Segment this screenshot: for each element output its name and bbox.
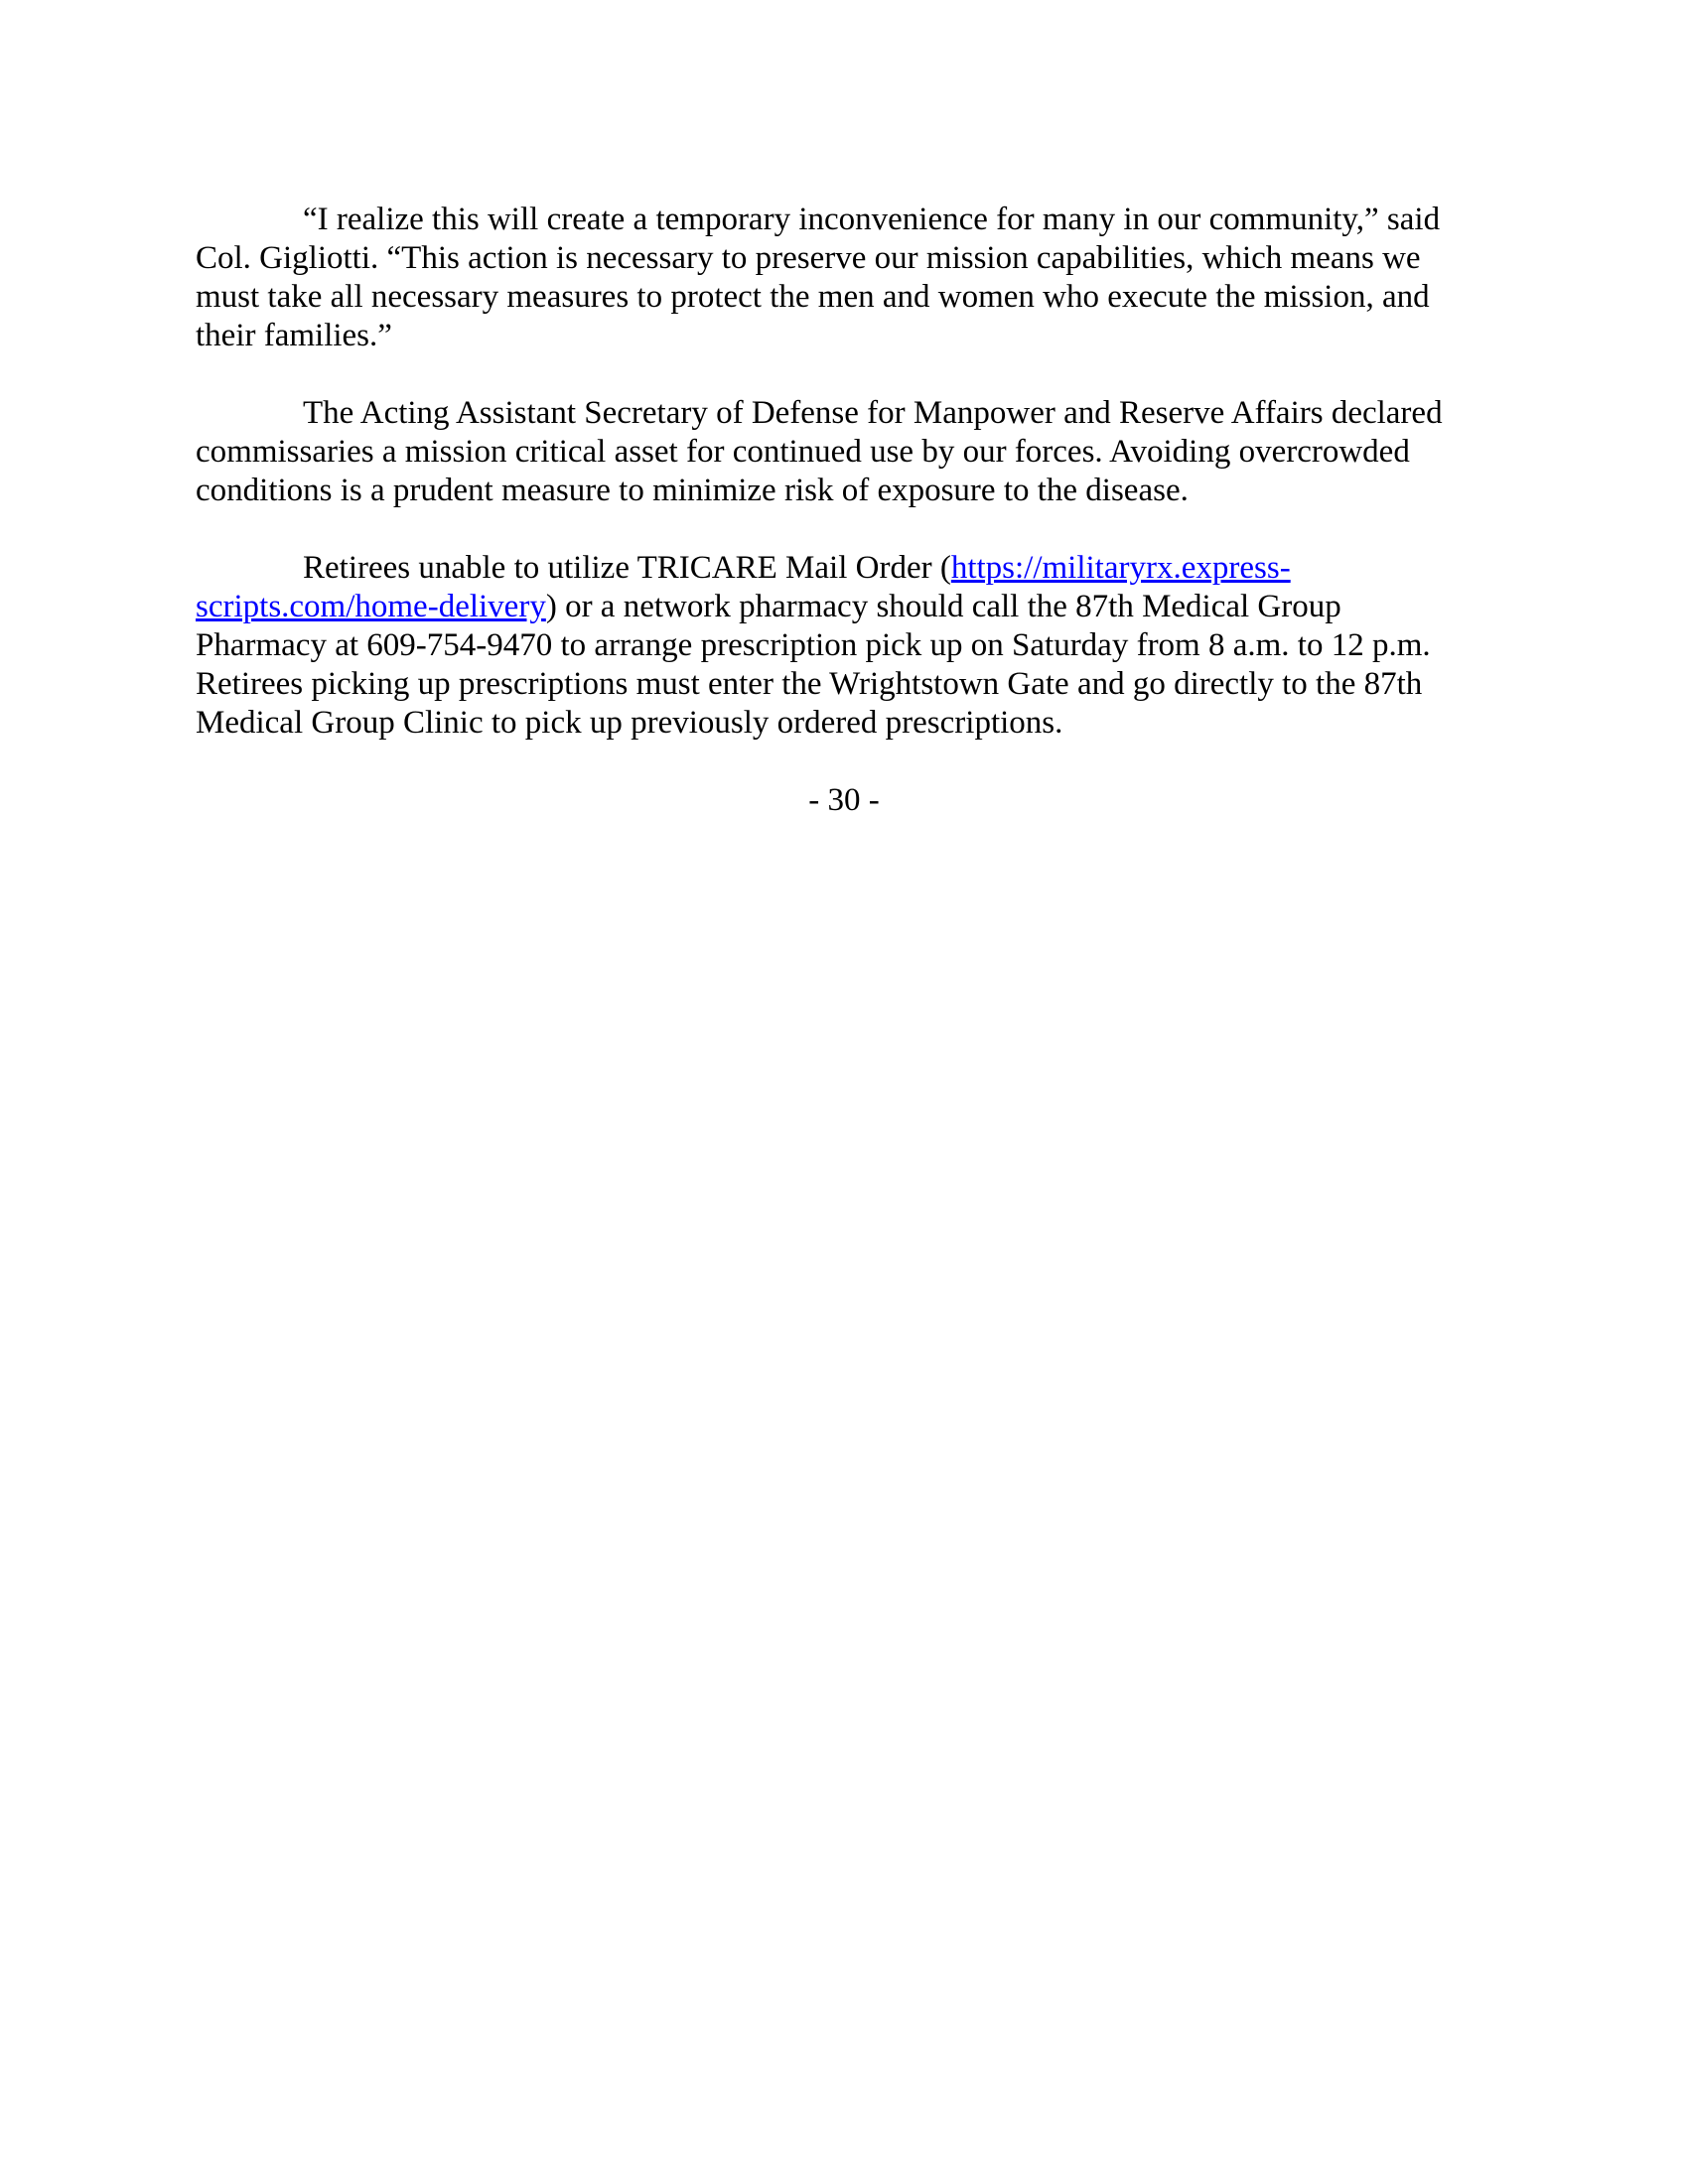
text-line: conditions is a prudent measure to minimize risk of exposure to the disease. [196,473,1189,508]
text-line: Pharmacy at 609-754-9470 to arrange prescription pick up on Saturday from 8 a.m. to 12 p.m. [196,627,1431,663]
paragraph-pharmacy [196,549,1492,743]
text-line: commissaries a mission critical asset for continued use by our forces. Avoiding overcrowded [196,434,1410,470]
text-line: their families.” [196,318,392,353]
text-line: Retirees unable to utilize TRICARE Mail Order ( [303,550,951,586]
paragraph-quote [196,201,1492,355]
text-line: must take all necessary measures to protect the men and women who execute the mission, and [196,279,1430,315]
paragraph-commissaries [196,394,1492,510]
text-line: “I realize this will create a temporary inconvenience for many in our community,” said [303,202,1441,237]
document-content [196,201,1492,820]
end-mark: - 30 - [808,782,880,818]
tricare-mail-order-link-continuation[interactable]: scripts.com/home-delivery [196,589,546,624]
text-line: Col. Gigliotti. “This action is necessary to preserve our mission capabilities, which means we [196,240,1421,276]
text-line: Retirees picking up prescriptions must enter the Wrightstown Gate and go directly to the 87th [196,666,1423,702]
text-line: The Acting Assistant Secretary of Defense for Manpower and Reserve Affairs declared [303,395,1443,431]
tricare-mail-order-link[interactable]: https://militaryrx.express- [950,550,1291,586]
text-line: ) or a network pharmacy should call the 87th Medical Group [545,589,1341,624]
text-line: Medical Group Clinic to pick up previously ordered prescriptions. [196,705,1063,741]
